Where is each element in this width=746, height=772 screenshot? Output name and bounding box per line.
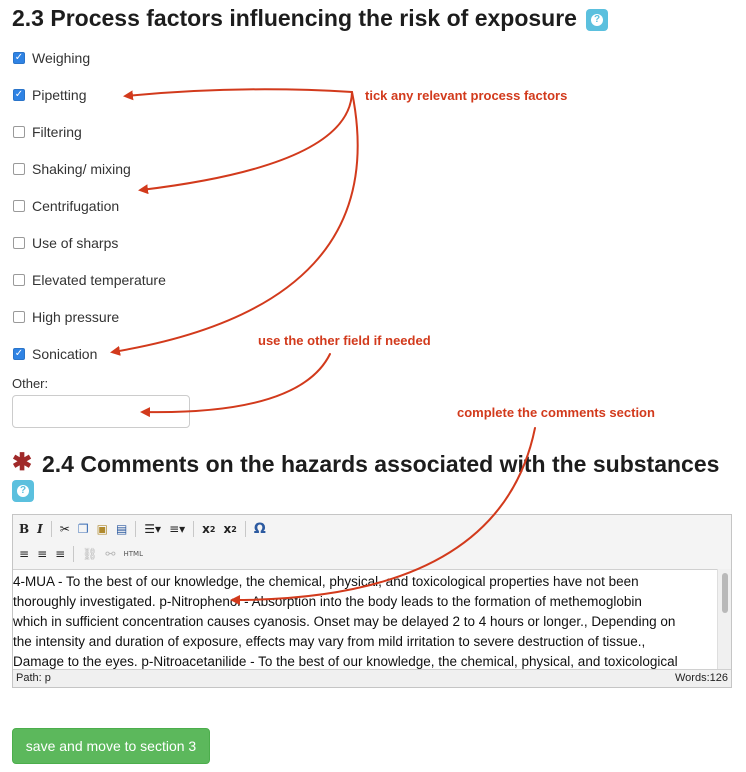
word-count: Words:126 xyxy=(675,672,728,684)
paste-icon[interactable]: ▣ xyxy=(96,522,108,536)
annotation-comments: complete the comments section xyxy=(457,405,655,420)
arrow-to-pipetting xyxy=(126,89,352,96)
process-factor-label: Weighing xyxy=(32,50,91,66)
unlink-icon[interactable]: ⚯ xyxy=(105,547,116,561)
process-factor-label: Centrifugation xyxy=(32,198,120,214)
process-factor-label: Sonication xyxy=(32,346,98,362)
numbered-list-icon[interactable]: ≡▾ xyxy=(169,522,186,536)
italic-button[interactable]: I xyxy=(37,522,43,536)
arrow-to-other xyxy=(143,354,330,412)
process-factor-label: Use of sharps xyxy=(32,235,119,251)
arrow-to-comments xyxy=(233,428,535,600)
process-factor-label: Filtering xyxy=(32,124,82,140)
cut-icon[interactable]: ✂ xyxy=(59,522,70,536)
help-icon[interactable]: ? xyxy=(586,9,608,31)
bold-button[interactable]: B xyxy=(19,522,30,536)
process-factor-label: Elevated temperature xyxy=(32,272,166,288)
process-factor-label: High pressure xyxy=(32,309,120,325)
editor-text-line: which in sufficient concentration causes cyanosis. Onset may be delayed 2 to 4 hours or longer., Depending on xyxy=(13,614,676,629)
section-2-3-title: 2.3 Process factors influencing the risk of exposure xyxy=(12,5,577,31)
other-label: Other: xyxy=(12,376,49,391)
bullet-list-icon[interactable]: ☰▾ xyxy=(144,522,162,536)
element-path: Path: p xyxy=(16,672,51,684)
annotation-process-factors: tick any relevant process factors xyxy=(365,88,568,103)
required-asterisk-icon: ✱ xyxy=(12,449,33,476)
process-factor-label: Pipetting xyxy=(32,87,87,103)
help-icon[interactable]: ? xyxy=(12,480,34,502)
save-and-continue-button[interactable]: save and move to section 3 xyxy=(12,728,210,764)
annotation-other-field: use the other field if needed xyxy=(258,333,431,348)
align-left-icon[interactable]: ≡ xyxy=(19,547,30,561)
subscript-icon[interactable]: x 2 xyxy=(202,522,216,536)
superscript-icon[interactable]: x 2 xyxy=(223,522,237,536)
arrow-to-sonication xyxy=(113,92,358,352)
editor-text-line: the intensity and duration of exposure, effects may vary from mild irritation to severe destruction of tissue., xyxy=(13,634,646,649)
copy-icon[interactable]: ❐ xyxy=(77,522,89,536)
align-center-icon[interactable]: ≡ xyxy=(37,547,48,561)
checkbox-checked[interactable]: ✓ xyxy=(14,89,24,100)
editor-text-line: thoroughly investigated. p-Nitrophenol - Absorption into the body leads to the formation of methemoglobin xyxy=(13,594,642,609)
checkbox-checked[interactable]: ✓ xyxy=(14,348,24,359)
section-2-4-title: 2.4 Comments on the hazards associated with the substances xyxy=(42,451,720,477)
checkbox-checked[interactable]: ✓ xyxy=(14,52,24,63)
editor-text-line: Damage to the eyes. p-Nitroacetanilide - To the best of our knowledge, the chemical, physical, and toxicological xyxy=(13,654,678,669)
arrow-to-shaking xyxy=(141,92,352,190)
html-source-button[interactable]: HTML xyxy=(123,550,143,558)
process-factor-label: Shaking/ mixing xyxy=(32,161,131,177)
special-character-icon[interactable]: Ω xyxy=(253,521,266,537)
align-right-icon[interactable]: ≡ xyxy=(55,547,66,561)
paste-word-icon[interactable]: ▤ xyxy=(115,522,128,536)
link-icon[interactable]: ⛓ xyxy=(82,547,98,561)
editor-text-line: 4-MUA - To the best of our knowledge, the chemical, physical, and toxicological properties have not been xyxy=(13,574,639,589)
